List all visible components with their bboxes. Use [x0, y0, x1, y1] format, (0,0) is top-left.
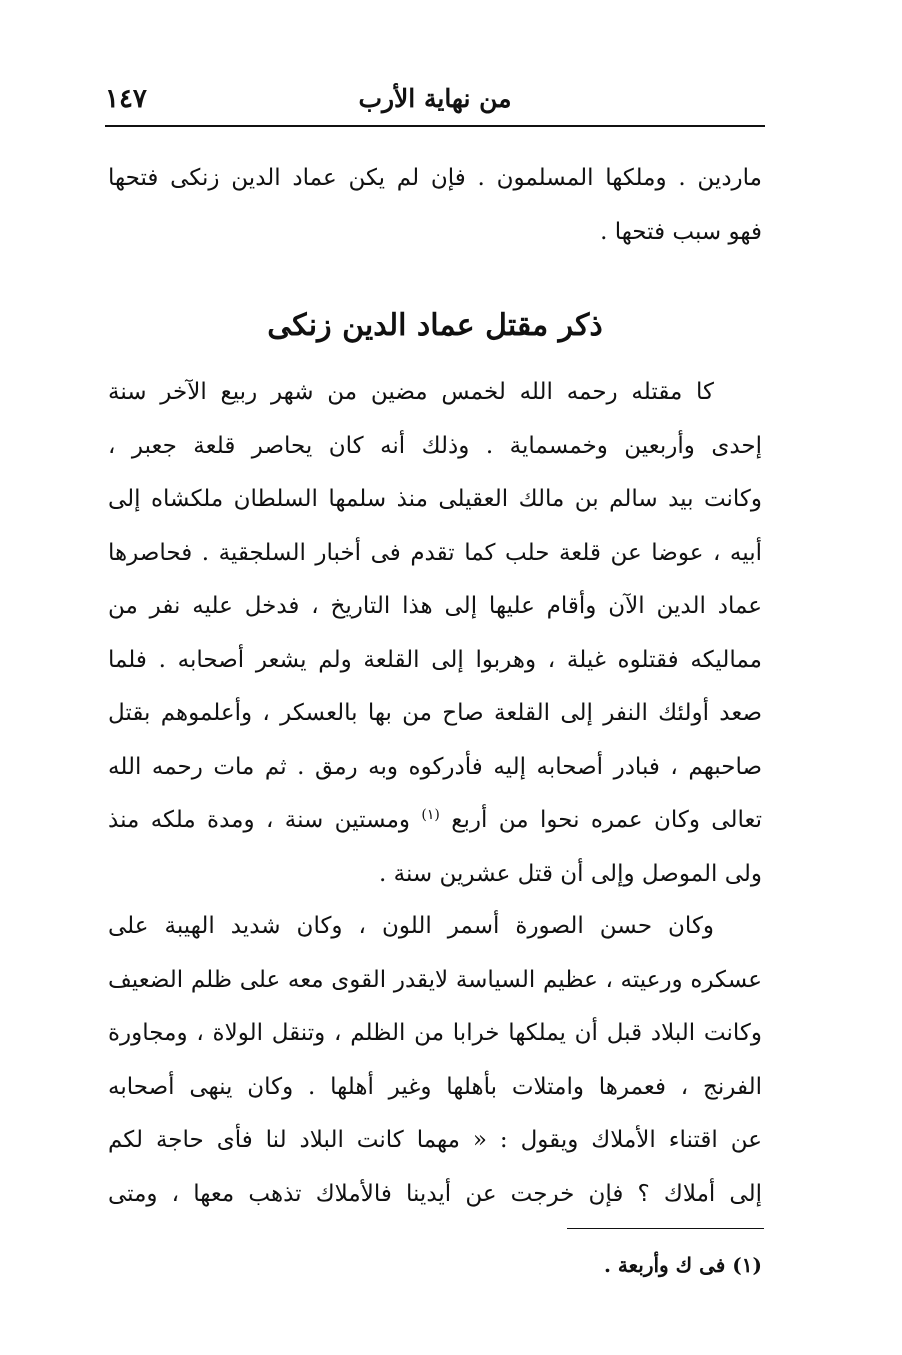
text-line: أبيه ، عوضا عن قلعة حلب كما تقدم فى أخبار السلجقية . فحاصرها: [108, 539, 762, 566]
text-line: كا مقتله رحمه الله لخمس مضين من شهر ربيع الآخر سنة: [108, 379, 714, 405]
page-header: [105, 84, 765, 120]
paragraph-1: [108, 366, 762, 901]
text-line: فهو سبب فتحها .: [600, 218, 762, 245]
text-line: إلى أملاك ؟ فإن خرجت عن أيدينا فالأملاك تذهب معها ، ومتى: [108, 1180, 762, 1207]
text-line: عسكره ورعيته ، عظيم السياسة لايقدر القوى معه على ظلم الضعيف: [108, 966, 762, 993]
text-line: عماد الدين الآن وأقام عليها إلى هذا التاريخ ، فدخل عليه نفر من: [108, 593, 762, 619]
text-line: صعد أولئك النفر إلى القلعة صاح من بها بالعسكر ، وأعلموهم بقتل: [108, 700, 762, 726]
running-title: من نهاية الأرب: [358, 84, 512, 113]
text-line: صاحبهم ، فبادر أصحابه إليه فأدركوه وبه رمق . ثم مات رحمه الله: [108, 753, 762, 780]
text-segment: ومستين سنة ، ومدة ملكه منذ: [108, 807, 411, 833]
section-heading: ذكر مقتل عماد الدين زنكى: [267, 308, 603, 343]
footnote: (١) فى ك وأربعة .: [603, 1253, 762, 1277]
text-line: إحدى وأربعين وخمسماية . وذلك أنه كان يحاصر قلعة جعبر ،: [108, 432, 762, 459]
text-line: وكانت البلاد قبل أن يملكها خرابا من الظلم ، وتنقل الولاة ، ومجاورة: [108, 1020, 762, 1046]
text-line: وكانت بيد سالم بن مالك العقيلى منذ سلمها السلطان ملكشاه إلى: [108, 486, 762, 512]
text-segment: تعالى وكان عمره نحوا من أربع: [451, 807, 762, 833]
paragraph-2: [108, 900, 762, 1221]
text-line: وكان حسن الصورة أسمر اللون ، وكان شديد الهيبة على: [108, 913, 714, 939]
text-line: ولى الموصل وإلى أن قتل عشرين سنة .: [379, 860, 762, 887]
continuation-text: [108, 152, 762, 259]
text-line-with-note: [108, 794, 762, 848]
text-line: عن اقتناء الأملاك ويقول : « مهما كانت البلاد لنا فأى حاجة لكم: [108, 1127, 762, 1153]
page-number: ١٤٧: [105, 84, 147, 114]
text-line: ماردين . وملكها المسلمون . فإن لم يكن عماد الدين زنكى فتحها: [108, 165, 762, 191]
header-rule: [105, 125, 765, 127]
text-line: مماليكه فقتلوه غيلة ، وهربوا إلى القلعة ولم يشعر أصحابه . فلما: [108, 646, 762, 673]
text-line: الفرنج ، فعمرها وامتلات بأهلها وغير أهلها . وكان ينهى أصحابه: [108, 1073, 762, 1100]
footnote-marker: (١): [421, 807, 440, 823]
footnote-rule: [567, 1228, 764, 1229]
